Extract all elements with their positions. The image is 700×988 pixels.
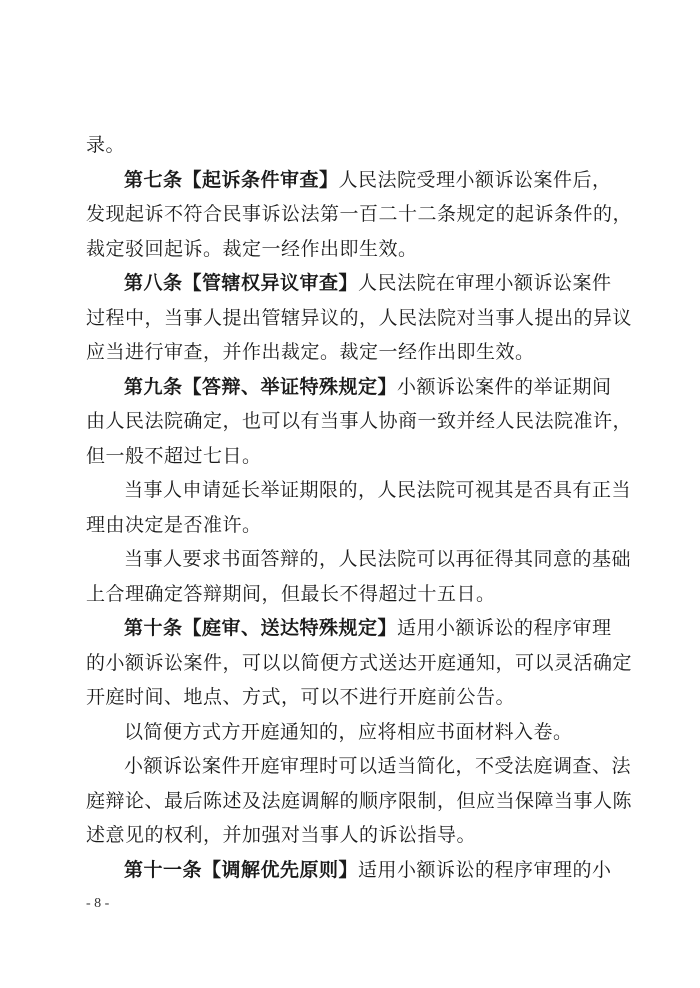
line-text: 由人民法院确定，也可以有当事人协商一致并经人民法院准许， <box>86 410 633 432</box>
text-line <box>86 577 614 612</box>
line-text: 以简便方式方开庭通知的，应将相应书面材料入卷。 <box>124 720 573 743</box>
line-text: 庭辩论、最后陈述及法庭调解的顺序限制，但应当保障当事人陈 <box>86 789 633 812</box>
line-text: 当事人要求书面答辩的，人民法院可以再征得其同意的基础 <box>124 548 632 570</box>
article-title: 第十条【庭审、送达特殊规定】 <box>124 617 398 639</box>
line-text: 人民法院在审理小额诉讼案件 <box>358 272 612 294</box>
text-line <box>86 163 614 198</box>
text-line <box>86 853 614 888</box>
line-text: 录。 <box>86 134 126 156</box>
line-text: 上合理确定答辩期间，但最长不得超过十五日。 <box>86 582 496 605</box>
text-line <box>86 818 614 853</box>
page-number: - 8 - <box>86 896 110 911</box>
line-text: 但一般不超过七日。 <box>86 444 262 467</box>
line-text: 当事人申请延长举证期限的，人民法院可视其是否具有正当 <box>124 479 632 501</box>
line-text: 适用小额诉讼的程序审理 <box>397 617 612 639</box>
text-line <box>86 646 633 681</box>
text-line <box>86 301 633 336</box>
text-line <box>86 439 614 474</box>
article-title: 第十一条【调解优先原则】 <box>124 858 359 881</box>
line-text: 应当进行审查，并作出裁定。裁定一经作出即生效。 <box>86 341 535 363</box>
text-line <box>86 542 632 577</box>
text-line <box>86 335 614 370</box>
article-title: 第八条【管辖权异议审查】 <box>124 272 359 294</box>
text-line <box>86 784 633 819</box>
line-text: 小额诉讼案件的举证期间 <box>397 375 612 398</box>
document-page <box>86 128 633 887</box>
text-line <box>86 266 614 301</box>
line-text: 适用小额诉讼的程序审理的小 <box>358 858 612 881</box>
line-text: 发现起诉不符合民事诉讼法第一百二十二条规定的起诉条件的， <box>86 203 633 225</box>
line-text: 开庭时间、地点、方式，可以不进行开庭前公告。 <box>86 686 516 708</box>
text-line <box>86 611 614 646</box>
line-text: 过程中，当事人提出管辖异议的，人民法院对当事人提出的异议 <box>86 306 633 329</box>
line-text: 小额诉讼案件开庭审理时可以适当简化，不受法庭调查、法 <box>124 755 632 777</box>
text-line <box>86 404 633 439</box>
text-line <box>86 680 614 715</box>
text-line <box>86 370 614 405</box>
text-line <box>86 508 614 543</box>
text-line <box>86 473 632 508</box>
line-text: 理由决定是否准许。 <box>86 513 262 536</box>
line-text: 述意见的权利，并加强对当事人的诉讼指导。 <box>86 824 477 846</box>
article-title: 第七条【起诉条件审查】 <box>124 168 339 191</box>
text-line <box>86 197 633 232</box>
text-line <box>86 749 632 784</box>
line-text: 的小额诉讼案件，可以以简便方式送达开庭通知，可以灵活确定 <box>86 651 633 674</box>
line-text: 裁定驳回起诉。裁定一经作出即生效。 <box>86 237 418 260</box>
line-text: 人民法院受理小额诉讼案件后， <box>338 168 612 191</box>
text-line <box>86 232 614 267</box>
text-line <box>86 128 614 163</box>
article-title: 第九条【答辩、举证特殊规定】 <box>124 375 398 398</box>
text-line <box>86 715 614 750</box>
